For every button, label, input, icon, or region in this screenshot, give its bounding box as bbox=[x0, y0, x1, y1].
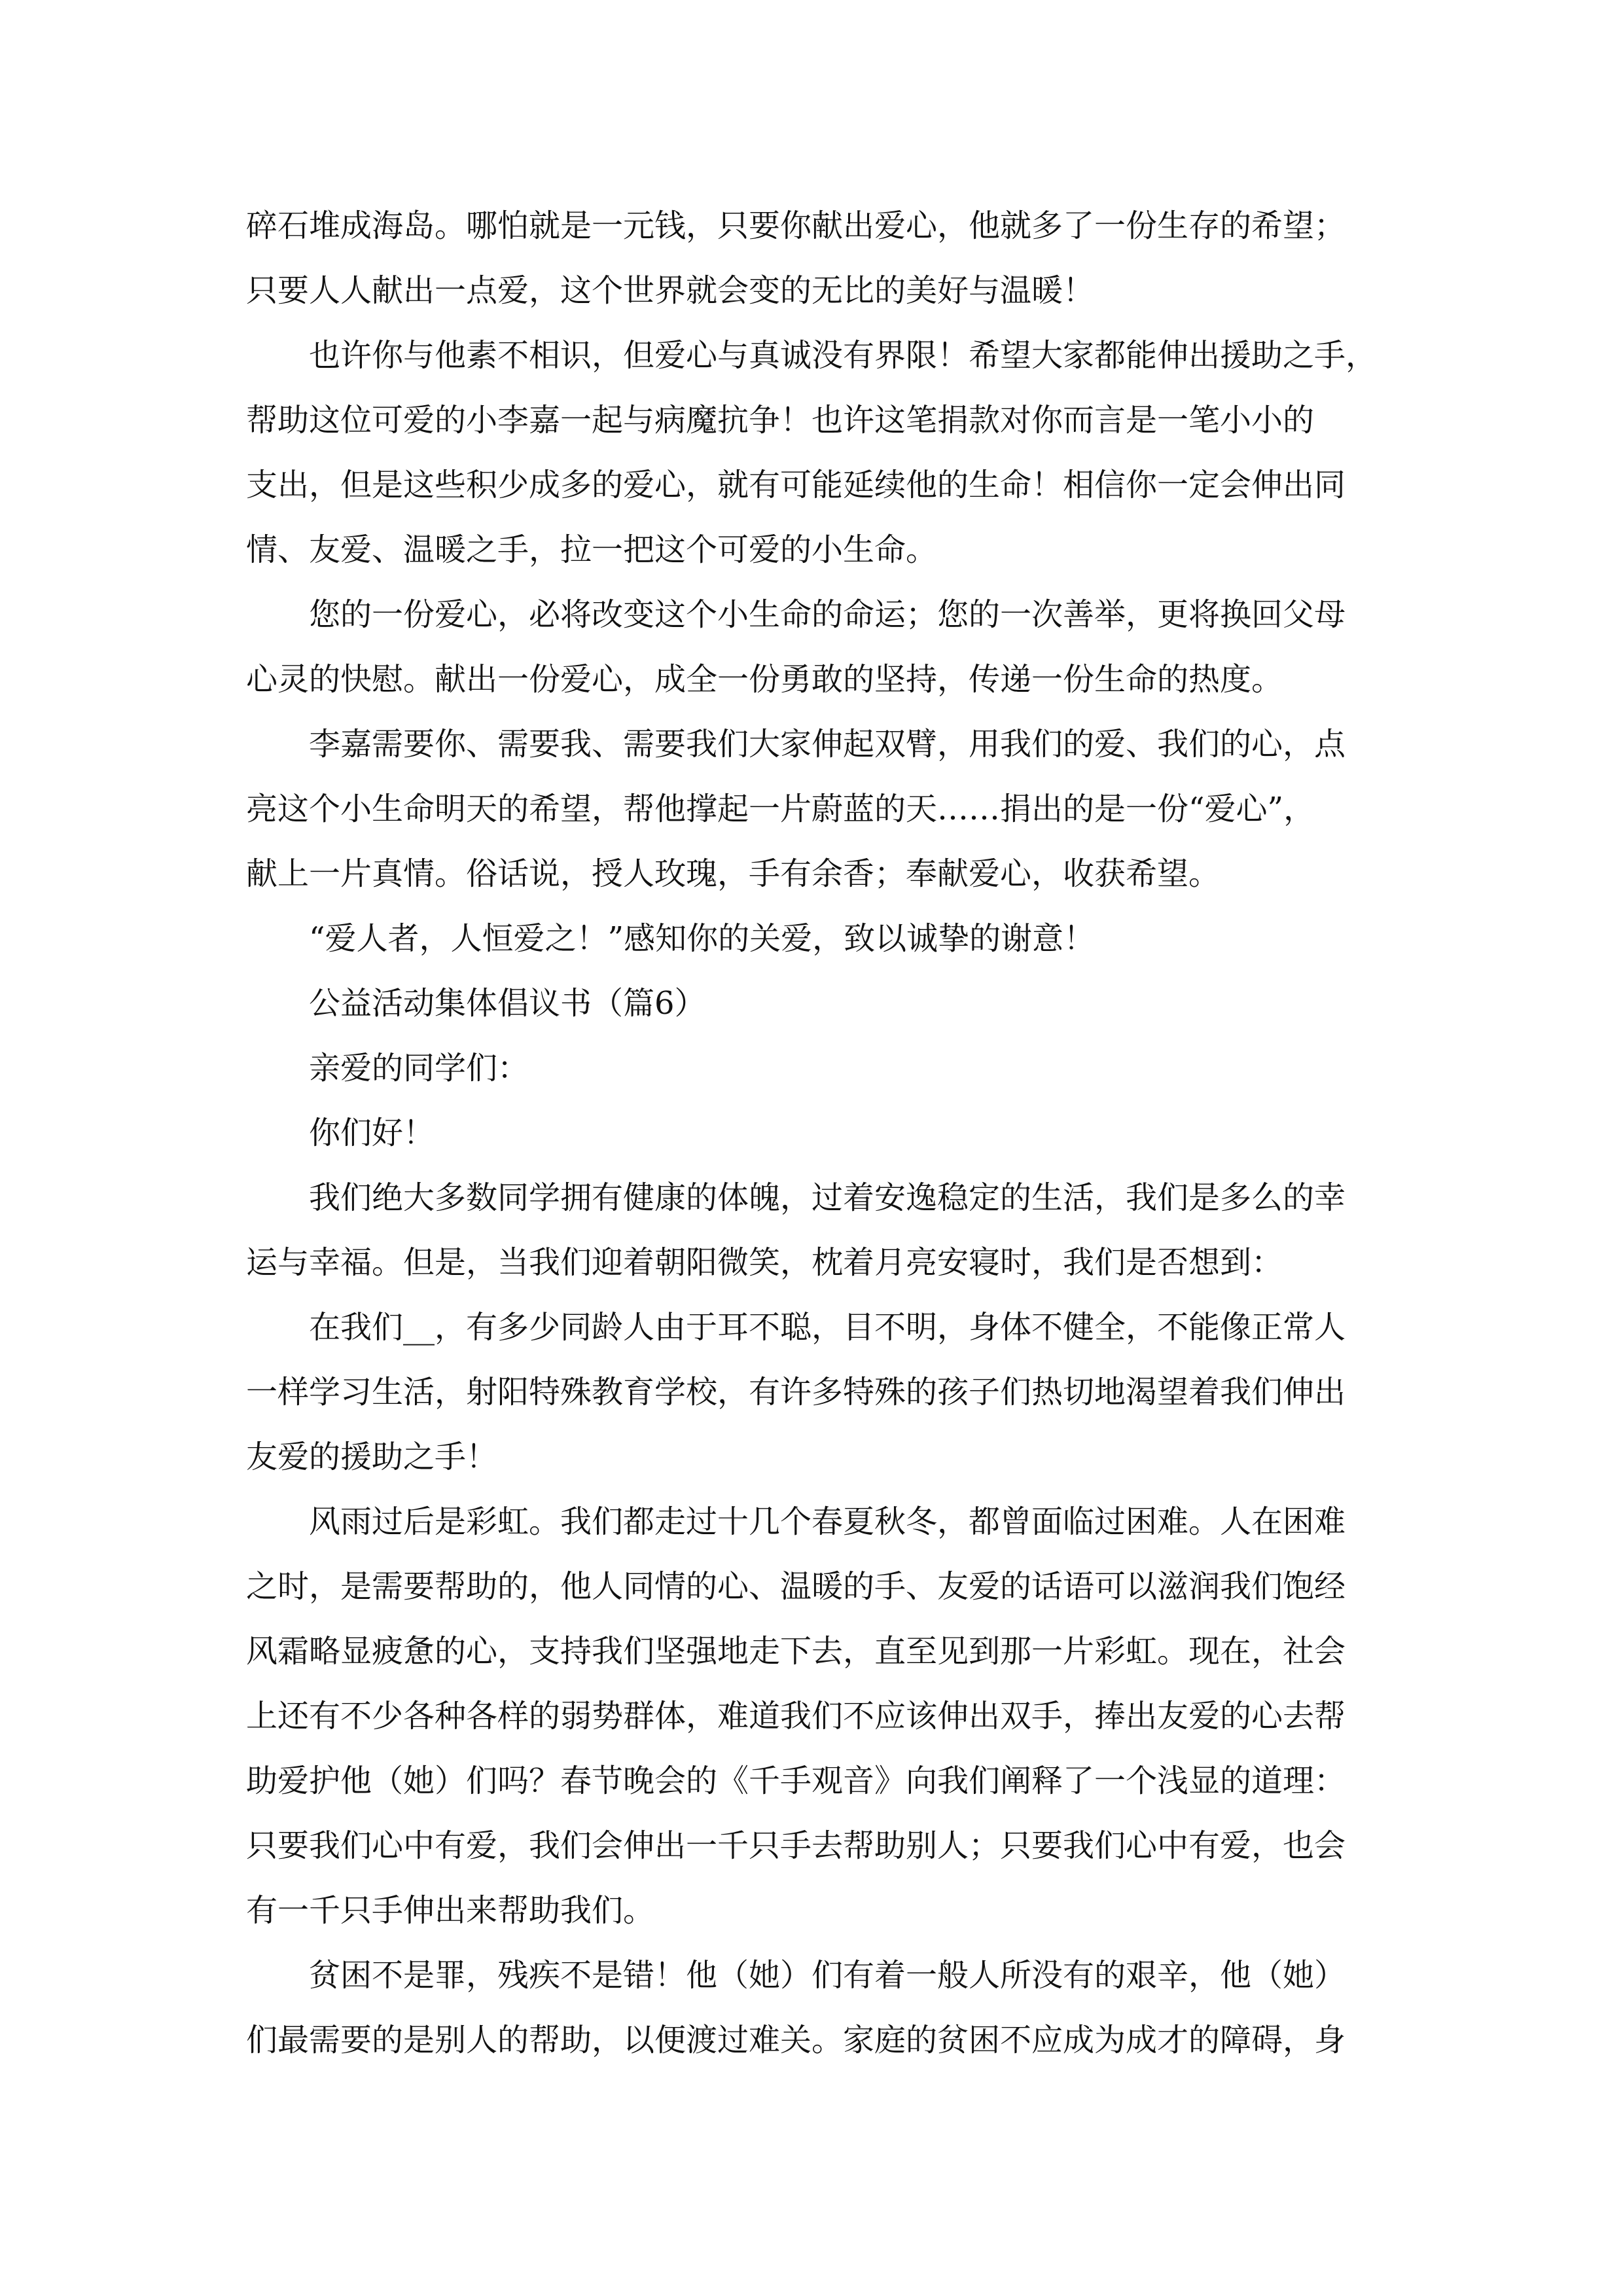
text-line: 有一千只手伸出来帮助我们。 bbox=[246, 1892, 655, 1929]
text-line: 助爱护他（她）们吗？春节晚会的《千手观音》向我们阐释了一个浅显的道理： bbox=[246, 1763, 1346, 1799]
section-heading: 公益活动集体倡议书（篇6） bbox=[246, 985, 706, 1022]
text-line: 之时，是需要帮助的，他人同情的心、温暖的手、友爱的话语可以滋润我们饱经 bbox=[246, 1568, 1346, 1605]
text-line: 献上一片真情。俗话说，授人玫瑰，手有余香；奉献爱心，收获希望。 bbox=[246, 855, 1221, 892]
text-line: 碎石堆成海岛。哪怕就是一元钱，只要你献出爱心，他就多了一份生存的希望； bbox=[246, 207, 1346, 244]
text-line: 心灵的快慰。献出一份爱心，成全一份勇敢的坚持，传递一份生命的热度。 bbox=[246, 661, 1283, 698]
text-line: 贫困不是罪，残疾不是错！他（她）们有着一般人所没有的艰辛，他（她） bbox=[246, 1957, 1346, 1994]
text-line: “爱人者，人恒爱之！”感知你的关爱，致以诚挚的谢意！ bbox=[246, 920, 1096, 957]
text-line: 我们绝大多数同学拥有健康的体魄，过着安逸稳定的生活，我们是多么的幸 bbox=[246, 1179, 1346, 1216]
text-line: 友爱的援助之手！ bbox=[246, 1439, 498, 1475]
text-line: 们最需要的是别人的帮助，以便渡过难关。家庭的贫困不应成为成才的障碍，身 bbox=[246, 2022, 1346, 2058]
text-line: 只要人人献出一点爱，这个世界就会变的无比的美好与温暖！ bbox=[246, 272, 1095, 309]
text-line: 李嘉需要你、需要我、需要我们大家伸起双臂，用我们的爱、我们的心，点 bbox=[246, 726, 1346, 762]
text-line: 支出，但是这些积少成多的爱心，就有可能延续他的生命！相信你一定会伸出同 bbox=[246, 467, 1346, 503]
text-line: 您的一份爱心，必将改变这个小生命的命运；您的一次善举，更将换回父母 bbox=[246, 596, 1346, 633]
text-line: 帮助这位可爱的小李嘉一起与病魔抗争！也许这笔捐款对你而言是一笔小小的 bbox=[246, 402, 1315, 439]
text-line: 一样学习生活，射阳特殊教育学校，有许多特殊的孩子们热切地渴望着我们伸出 bbox=[246, 1374, 1346, 1410]
greeting: 你们好！ bbox=[246, 1115, 435, 1151]
document-body bbox=[246, 194, 1385, 2073]
text-line: 上还有不少各种各样的弱势群体，难道我们不应该伸出双手，捧出友爱的心去帮 bbox=[246, 1698, 1346, 1734]
text-line: 风霜略显疲惫的心，支持我们坚强地走下去，直至见到那一片彩虹。现在，社会 bbox=[246, 1633, 1346, 1670]
salutation: 亲爱的同学们： bbox=[246, 1050, 529, 1086]
text-line: 亮这个小生命明天的希望，帮他撑起一片蔚蓝的天……捐出的是一份“爱心”， bbox=[246, 791, 1315, 827]
text-line: 在我们__，有多少同龄人由于耳不聪，目不明，身体不健全，不能像正常人 bbox=[246, 1309, 1346, 1346]
text-line: 只要我们心中有爱，我们会伸出一千只手去帮助别人；只要我们心中有爱，也会 bbox=[246, 1827, 1346, 1864]
text-line: 情、友爱、温暖之手，拉一把这个可爱的小生命。 bbox=[246, 531, 938, 568]
text-line: 风雨过后是彩虹。我们都走过十几个春夏秋冬，都曾面临过困难。人在困难 bbox=[246, 1503, 1346, 1540]
text-line: 也许你与他素不相识，但爱心与真诚没有界限！希望大家都能伸出援助之手， bbox=[246, 337, 1378, 374]
text-line: 运与幸福。但是，当我们迎着朝阳微笑，枕着月亮安寝时，我们是否想到： bbox=[246, 1244, 1283, 1281]
